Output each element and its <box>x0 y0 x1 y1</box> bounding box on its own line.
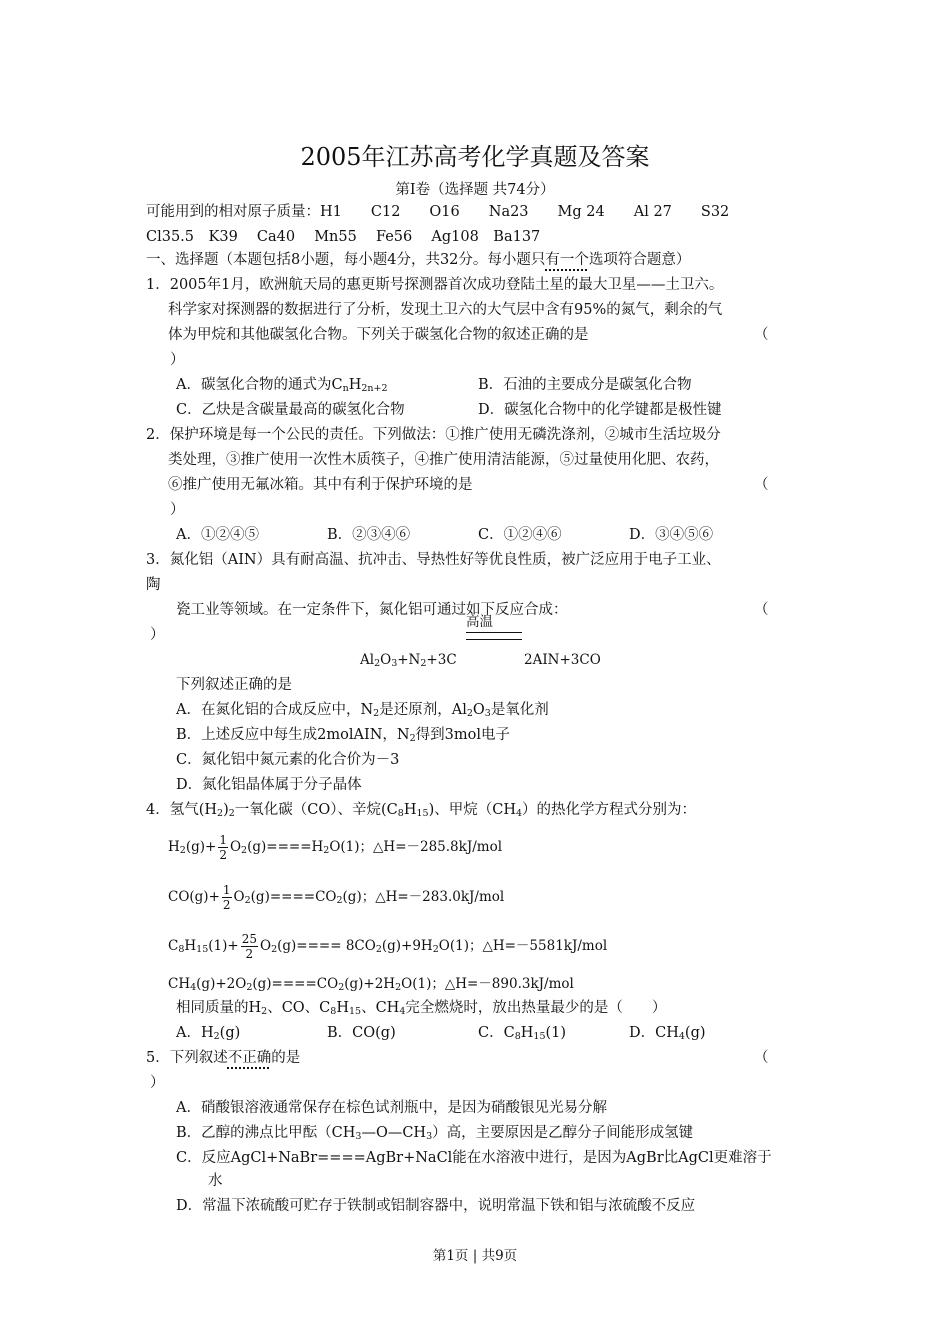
q3-option-a <box>176 700 549 720</box>
page-title: 2005年江苏高考化学真题及答案 <box>300 143 650 171</box>
q3-option-c: C．氮化铝中氮元素的化合价为－3 <box>176 752 400 768</box>
q4-q-s3: 15 <box>348 1006 362 1017</box>
q4-q-t4: 、CH <box>361 1000 400 1016</box>
q4-c-t2: H <box>520 1025 534 1041</box>
q1-option-a-h: H <box>348 377 362 393</box>
q4-e1-t5: O(1)；△H=－285.8kJ/mol <box>329 839 503 855</box>
q5-answer-paren-open: （ <box>754 1050 769 1066</box>
q1-stem-line-1: 1．2005年1月，欧洲航天局的惠更斯号探测器首次成功登陆土星的最大卫星——土卫六。 <box>146 277 724 293</box>
q4-equation-2 <box>168 882 504 912</box>
q4-e3-fraction <box>241 932 258 961</box>
q3-reaction-equals-sign <box>466 632 522 640</box>
q1-option-a-sub: 2n+2 <box>361 383 388 394</box>
q4-q-s2: 8 <box>330 1006 337 1017</box>
q1-option-a-sub-n: n <box>342 383 349 394</box>
atomic-masses-line-2: Cl35.5 K39 Ca40 Mn55 Fe56 Ag108 Ba137 <box>146 229 541 245</box>
q1-option-b: B．石油的主要成分是碳氢化合物 <box>478 377 692 393</box>
q4-e2-t1: CO(g)+ <box>168 889 220 905</box>
q3-b-text-1: B．上述反应中每生成2molAIN，N <box>176 727 410 743</box>
q3-a-text-3: O <box>472 702 485 718</box>
q1-option-a-text: A．碳氢化合物的通式为C <box>176 377 343 393</box>
q4-e4-s3: 2 <box>338 982 345 993</box>
q3-reaction-products: 2AIN+3CO <box>524 652 601 668</box>
q4-e2-num: 1 <box>222 883 231 897</box>
q2-option-c: C．①②④⑥ <box>478 527 562 543</box>
q4-e2-den: 2 <box>222 898 231 912</box>
q4-e3-t7: O(1)；△H=－5581kJ/mol <box>438 938 608 954</box>
q4-c-t1: C．C <box>478 1025 515 1041</box>
q3-a-sub3: 3 <box>484 708 491 719</box>
q4-q-t5: 完全燃烧时，放出热量最少的是（ ） <box>405 1000 667 1016</box>
q5-b-t1: B．乙醇的沸点比甲酝（CH <box>176 1125 356 1141</box>
q4-stem-s1: 2 <box>217 808 224 819</box>
section-heading <box>146 250 690 270</box>
q5-option-d: D．常温下浓硫酸可贮存于铁制或铝制容器中，说明常温下铁和铝与浓硫酸不反应 <box>176 1198 696 1214</box>
q3-answer-paren-close: ） <box>150 627 165 643</box>
q3-a-text-1: A．在氮化铝的合成反应中，N <box>176 702 374 718</box>
q4-d-t2: (g) <box>684 1025 706 1041</box>
q4-d-t1: D．CH <box>629 1025 679 1041</box>
q3-b-sub: 2 <box>409 733 416 744</box>
q3-r-o: O <box>380 652 392 668</box>
q1-stem-line-3: 体为甲烷和其他碳氢化合物。下列关于碳氢化合物的叙述正确的是 <box>168 327 589 343</box>
q4-e1-s3: 2 <box>323 845 330 856</box>
q3-r-n: +N <box>397 652 421 668</box>
q4-a-s: 2 <box>213 1031 220 1042</box>
q4-option-c <box>478 1023 566 1043</box>
q5-stem-emphasis: 不正确 <box>227 1050 272 1066</box>
q4-e3-s2: 15 <box>196 944 209 955</box>
q3-a-text-4: 是氧化剂 <box>490 702 549 718</box>
q1-answer-paren-close: ） <box>170 352 185 368</box>
q3-option-b <box>176 725 510 745</box>
q4-stem-t6: ）的热化学方程式分别为： <box>522 802 697 818</box>
q4-equation-4 <box>168 974 574 994</box>
q2-option-a: A．①②④⑤ <box>176 527 259 543</box>
q4-e3-den: 2 <box>245 947 254 961</box>
q4-stem-s5: 4 <box>515 808 523 819</box>
q5-b-s2: 3 <box>426 1131 433 1142</box>
q4-c-s2: 15 <box>533 1031 546 1042</box>
q4-equation-1 <box>168 832 502 862</box>
q3-stem-line-1: 3．氮化铝（AIN）具有耐高温、抗冲击、导热性好等优良性质，被广泛应用于电子工业、 <box>146 552 721 568</box>
q4-stem-s2: 2 <box>228 808 235 819</box>
q1-stem-line-2: 科学家对探测器的数据进行了分析，发现土卫六的大气层中含有95%的氮气，剩余的气 <box>168 302 723 318</box>
q4-q-s4: 4 <box>399 1006 406 1017</box>
q4-stem-t1: 4．氢气(H <box>146 802 218 818</box>
q4-e1-t3: O <box>229 839 242 855</box>
q3-a-sub2: 2 <box>466 708 473 719</box>
q4-e1-s1: 2 <box>179 845 186 856</box>
q5-option-c-line-1: C．反应AgCl+NaBr====AgBr+NaCl能在水溶液中进行，是因为AgBr比AgCl更难溶于 <box>176 1150 772 1166</box>
q4-stem-t2: ) <box>223 802 229 818</box>
q4-e1-den: 2 <box>219 848 227 862</box>
q4-e3-t2: H <box>184 938 197 954</box>
q1-option-a <box>176 375 388 395</box>
q4-e3-s3: 2 <box>271 944 278 955</box>
q4-e1-t4: (g)====H <box>247 839 324 855</box>
q5-answer-paren-close: ） <box>150 1075 165 1091</box>
q3-b-text-2: 得到3mol电子 <box>415 727 510 743</box>
section-heading-post: 选项符合题意） <box>588 252 691 268</box>
q2-stem-line-3: ⑥推广使用无氟冰箱。其中有利于保护环境的是 <box>168 477 473 493</box>
q3-answer-paren-open: （ <box>754 602 769 618</box>
q2-stem-line-2: 类处理，③推广使用一次性木质筷子，④推广使用清洁能源，⑤过量使用化肥、农药， <box>168 452 719 468</box>
q4-question <box>176 998 666 1018</box>
q4-equation-3 <box>168 931 607 961</box>
q4-stem-t3: 一氧化碳（CO）、辛烷(C <box>234 802 398 818</box>
q4-option-a <box>176 1023 240 1043</box>
q4-stem <box>146 800 696 820</box>
q4-q-t1: 相同质量的H <box>176 1000 262 1016</box>
q4-e4-t3: (g)====CO <box>252 976 339 992</box>
q3-reaction-condition: 高温 <box>466 614 493 630</box>
q5-stem-t2: 的是 <box>271 1050 301 1066</box>
q3-stem-line-2: 陶 <box>146 577 161 593</box>
q5-stem-t1: 5．下列叙述 <box>146 1050 228 1066</box>
q1-option-c: C．乙炔是含碳量最高的碳氢化合物 <box>176 402 405 418</box>
q5-option-c-line-2: 水 <box>208 1173 223 1189</box>
q4-e1-t1: H <box>168 839 180 855</box>
q3-reaction-reactants <box>360 650 457 670</box>
q4-e1-num: 1 <box>219 833 227 847</box>
q4-e4-t1: CH <box>168 976 191 992</box>
q4-e4-t5: O(1)；△H=－890.3kJ/mol <box>401 976 574 992</box>
q5-b-s1: 3 <box>355 1131 362 1142</box>
q3-question: 下列叙述正确的是 <box>176 677 292 693</box>
q4-option-d <box>629 1023 706 1043</box>
q2-option-d: D．③④⑤⑥ <box>629 527 714 543</box>
q5-option-b <box>176 1123 693 1143</box>
q2-option-b: B．②③④⑥ <box>327 527 411 543</box>
atomic-masses-line-1: 可能用到的相对原子质量：H1 C12 O16 Na23 Mg 24 Al 27 S32 <box>146 204 730 220</box>
q2-answer-paren-close: ） <box>170 502 185 518</box>
q4-e1-fraction <box>218 833 228 862</box>
q4-e3-t3: (1)+ <box>208 938 239 954</box>
q4-stem-t5: )、甲烷（CH <box>428 802 516 818</box>
q4-e3-t5: (g)==== 8CO <box>277 938 376 954</box>
q3-a-text-2: 是还原剂，Al <box>379 702 467 718</box>
q4-e3-s1: 8 <box>178 944 185 955</box>
q4-stem-s4: 15 <box>416 808 429 819</box>
q4-e4-s1: 4 <box>190 982 197 993</box>
volume-heading: 第Ⅰ卷（选择题 共74分） <box>395 182 555 198</box>
q5-b-t2: —O—CH <box>361 1125 427 1141</box>
q4-e2-t2: O <box>233 889 245 905</box>
q5-b-t3: ）高，主要原因是乙醇分子间能形成氢键 <box>432 1125 694 1141</box>
q4-e1-s2: 2 <box>241 845 248 856</box>
q2-answer-paren-open: （ <box>754 477 769 493</box>
q4-c-s1: 8 <box>514 1031 521 1042</box>
q4-option-b: B．CO(g) <box>327 1025 396 1041</box>
q4-e2-t3: (g)====CO <box>250 889 337 905</box>
q4-q-s1: 2 <box>261 1006 268 1017</box>
q4-q-t3: H <box>336 1000 349 1016</box>
q1-answer-paren-open: （ <box>754 327 769 343</box>
q3-option-d: D．氮化铝晶体属于分子晶体 <box>176 777 362 793</box>
q4-q-t2: 、CO、C <box>267 1000 331 1016</box>
q4-a-t2: (g) <box>219 1025 241 1041</box>
q4-e3-t1: C <box>168 938 179 954</box>
q4-e2-fraction <box>222 883 232 912</box>
q4-e1-t2: (g)+ <box>185 839 217 855</box>
q4-e3-s5: 2 <box>432 944 439 955</box>
q4-e2-t4: (g)；△H=－283.0kJ/mol <box>342 889 505 905</box>
q4-e4-s2: 2 <box>246 982 253 993</box>
q3-r-al: Al <box>360 652 375 668</box>
q3-r-sub2: 3 <box>391 658 398 669</box>
page-footer: 第1页 | 共9页 <box>432 1248 518 1264</box>
section-heading-pre: 一、选择题（本题包括8小题，每小题4分，共32分。每小题只 <box>146 252 546 268</box>
q4-a-t1: A．H <box>176 1025 214 1041</box>
q4-e4-s4: 2 <box>395 982 402 993</box>
q3-r-c: +3C <box>426 652 457 668</box>
q2-stem-line-1: 2．保护环境是每一个公民的责任。下列做法：①推广使用无磷洗涤剂，②城市生活垃圾分 <box>146 427 721 443</box>
q1-option-d: D．碳氢化合物中的化学键都是极性键 <box>478 402 722 418</box>
q3-stem-line-3: 瓷工业等领域。在一定条件下，氮化铝可通过如下反应合成： <box>176 602 568 618</box>
q3-a-sub1: 2 <box>373 708 380 719</box>
q4-e2-s2: 2 <box>336 895 343 906</box>
q4-e2-s1: 2 <box>244 895 251 906</box>
q4-e3-t6: (g)+9H <box>381 938 433 954</box>
q4-c-t3: (1) <box>545 1025 567 1041</box>
q5-option-a: A．硝酸银溶液通常保存在棕色试剂瓶中，是因为硝酸银见光易分解 <box>176 1100 607 1116</box>
q4-stem-t4: H <box>403 802 417 818</box>
q4-e3-s4: 2 <box>375 944 382 955</box>
q4-stem-s3: 8 <box>397 808 404 819</box>
q4-e3-num: 25 <box>241 932 257 946</box>
q4-e3-t4: O <box>259 938 272 954</box>
q4-e4-t4: (g)+2H <box>344 976 396 992</box>
q3-r-sub1: 2 <box>374 658 381 669</box>
q4-e4-t2: (g)+2O <box>196 976 247 992</box>
section-heading-emphasis: 有一个 <box>545 252 589 268</box>
q4-d-s: 4 <box>678 1031 685 1042</box>
q5-stem <box>146 1048 300 1068</box>
q3-r-sub3: 2 <box>420 658 427 669</box>
